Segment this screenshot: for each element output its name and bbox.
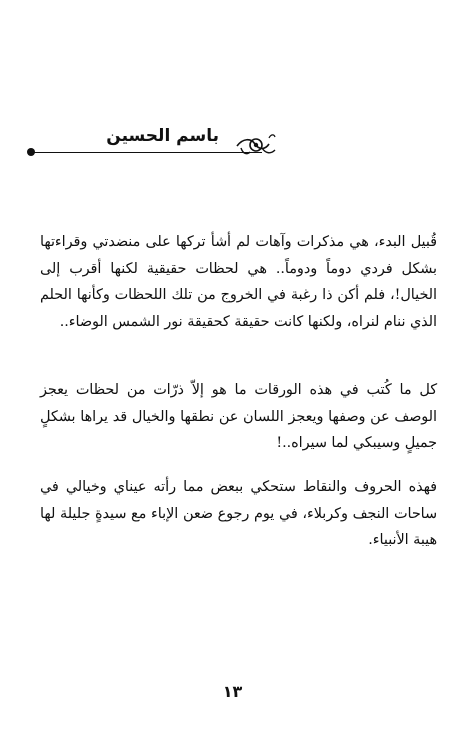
page-number: ١٣ xyxy=(222,682,243,701)
paragraph-letters: فهذه الحروف والنقاط ستحكي ببعض مما رأته عيناي وخيالي في ساحات النجف وكربلاء، في يوم رجوع ضعن الإباء مع سيدةٍ جليلة لها هيبة الأنبياء. xyxy=(40,479,437,549)
floral-ornament-icon xyxy=(235,128,277,158)
chapter-header xyxy=(0,120,465,160)
divider-end-dot xyxy=(27,148,35,156)
paragraph-moments: كل ما كُتب في هذه الورقات ما هو إلاّ ذرّات من لحظات يعجز الوصف عن وصفها ويعجز اللسان عن نطقها والخيال قد يراها بشكلٍ جميلٍ وسيبكي لما سيراه..! xyxy=(40,382,437,452)
author-name: باسم الحسين xyxy=(106,126,219,146)
paragraph-intro: قُبيل البدء، هي مذكرات وآهات لم أشأ تركها على منضدتي وقراءتها بشكل فردي دوماً ودوماً.. هي لحظات حقيقية لكنها أقرب إلى الخيال!، فلم أكن ذا رغبة في الخروج من تلك اللحظات وكأنها الحلم الذي ننام لنراه، ولكنها كانت حقيقة كحقيقة نور الشمس الوضاء.. xyxy=(40,234,437,331)
header-divider-line xyxy=(32,152,262,153)
